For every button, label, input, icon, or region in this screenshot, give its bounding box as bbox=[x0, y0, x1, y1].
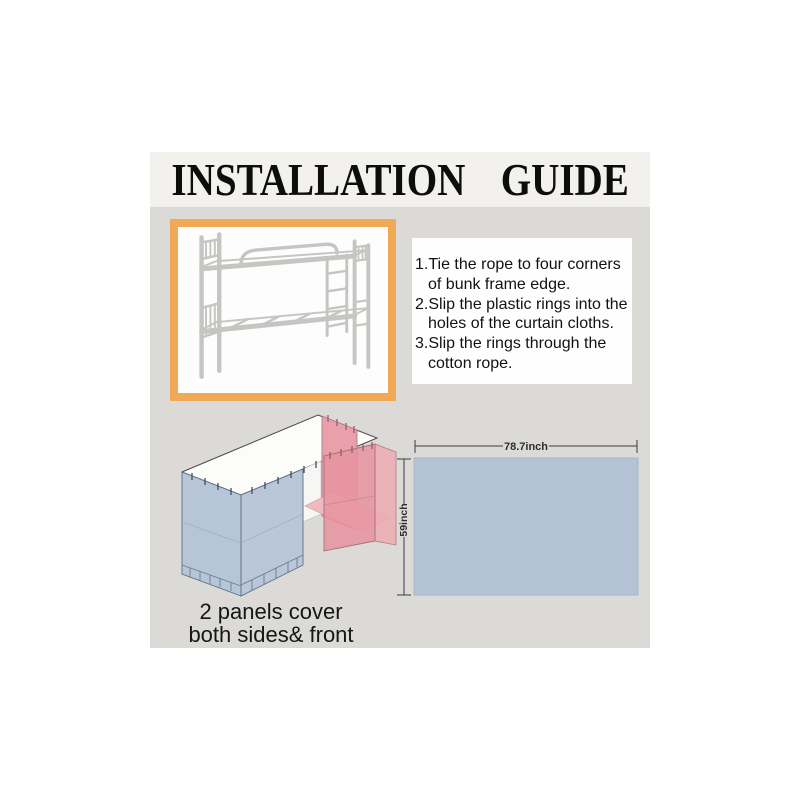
caption-line-1: 2 panels cover bbox=[199, 599, 343, 624]
diagram-caption bbox=[160, 601, 382, 646]
height-dimension bbox=[397, 459, 411, 595]
instruction-step-3: 3.Slip the rings through the cotton rope. bbox=[415, 335, 607, 372]
instruction-step-1: 1.Tie the rope to four corners of bunk frame edge. bbox=[415, 256, 621, 293]
fabric-panel-swatch bbox=[414, 458, 638, 595]
curtain-3d-diagram bbox=[182, 415, 396, 596]
bunk-bed-illustration bbox=[180, 229, 386, 393]
bed-frame-lines bbox=[202, 234, 369, 376]
panel-gap bbox=[303, 461, 321, 522]
instruction-step-2: 2.Slip the plastic rings into the holes of the curtain cloths. bbox=[415, 295, 628, 333]
caption-line-2: both sides& front bbox=[188, 621, 354, 647]
width-dimension-label: 78.7inch bbox=[503, 441, 549, 453]
height-dimension-label: 59inch bbox=[397, 503, 410, 537]
bunk-bed-image-frame bbox=[170, 219, 396, 401]
page-title: INSTALLATION GUIDE bbox=[171, 154, 629, 205]
pink-curtain-return bbox=[375, 444, 396, 545]
title-band bbox=[150, 152, 650, 207]
instruction-list bbox=[412, 238, 632, 384]
width-dimension bbox=[415, 440, 637, 453]
